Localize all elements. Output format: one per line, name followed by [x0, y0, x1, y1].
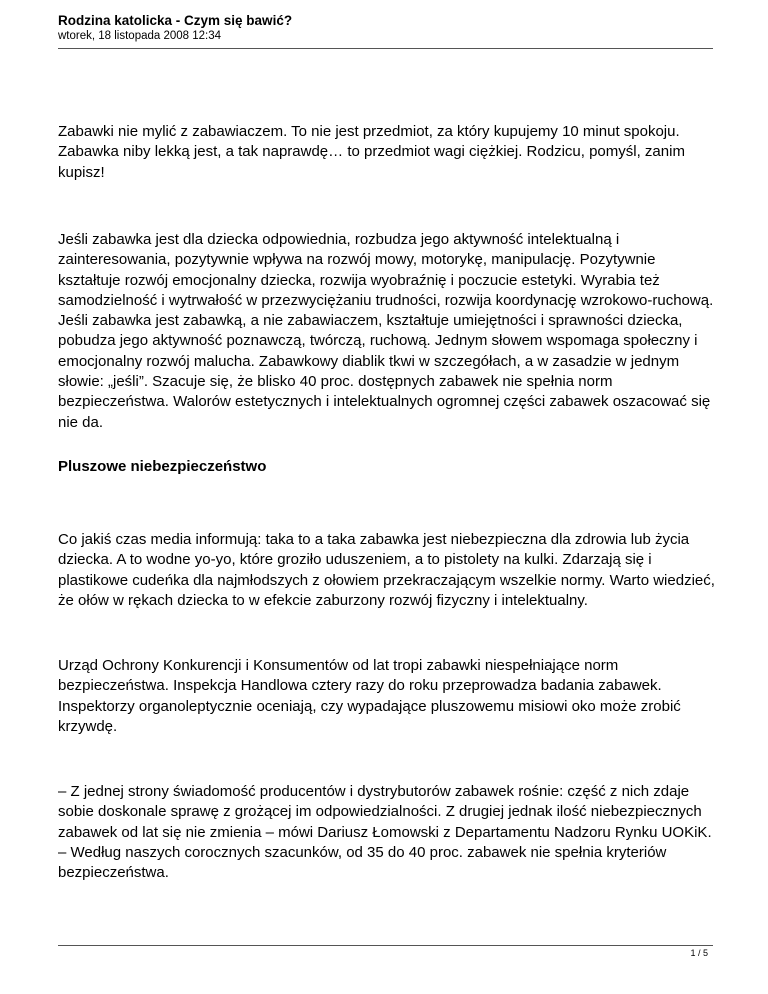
header-divider [58, 48, 713, 49]
body-paragraph-1: Jeśli zabawka jest dla dziecka odpowiednia, rozbudza jego aktywność intelektualną i zainteresowania, pozytywnie wpływa na rozwój mowy, motorykę, manipulację. Pozytywnie kształtuje rozwój emocjonalny dziecka, rozwija wyobraźnię i poczucie estetyki. Wyrabia też samodzielność i wytrwałość w przezwyciężaniu trudności, rozwija koordynację wzrokowo-ruchową. Jeśli zabawka jest zabawką, a nie zabawiaczem, kształtuje umiejętności i sprawności dziecka, pobudza jego aktywność poznawczą, twórczą, ruchową. Jednym słowem wspomaga społeczny i emocjonalny rozwój malucha. Zabawkowy diablik tkwi w szczegółach, a w zasadzie w jednym słowie: „jeśli”. Szacuje się, że blisko 40 proc. dostępnych zabawek nie spełnia norm bezpieczeństwa. Walorów estetycznych i intelektualnych ogromnej części zabawek oszacować się nie da. [58, 231, 714, 431]
publication-date: wtorek, 18 listopada 2008 12:34 [58, 30, 222, 42]
page-number: 1 / 5 [690, 948, 708, 958]
document-title: Rodzina katolicka - Czym się bawić? [58, 13, 293, 28]
body-paragraph-4: – Z jednej strony świadomość producentów i dystrybutorów zabawek rośnie: część z nich zdaje sobie doskonale sprawę z grożącej im odpowiedzialności. Z drugiej jednak ilość niebezpiecznych zabawek od lat się nie zmienia – mówi Dariusz Łomowski z Departamentu Nadzoru Rynku UOKiK. – Według naszych corocznych szacunków, od 35 do 40 proc. zabawek nie spełnia kryteriów bezpieczeństwa. [58, 783, 712, 882]
body-paragraph-2: Co jakiś czas media informują: taka to a taka zabawka jest niebezpieczna dla zdrowia lub życia dziecka. A to wodne yo-yo, które groziło uduszeniem, a to pistolety na kulki. Zdarzają się i plastikowe cudeńka dla najmłodszych z ołowiem przekraczającym wszelkie normy. Warto wiedzieć, że ołów w rękach dziecka to w efekcie zaburzony rozwój fizyczny i intelektualny. [58, 531, 715, 609]
body-paragraph-3: Urząd Ochrony Konkurencji i Konsumentów od lat tropi zabawki niespełniające norm bezpieczeństwa. Inspekcja Handlowa cztery razy do roku przeprowadza badania zabawek. Inspektorzy organoleptycznie oceniają, czy wypadające pluszowemu misiowi oko może zrobić krzywdę. [58, 657, 681, 735]
intro-paragraph: Zabawki nie mylić z zabawiaczem. To nie jest przedmiot, za który kupujemy 10 minut spokoju. Zabawka niby lekką jest, a tak naprawdę… to przedmiot wagi ciężkiej. Rodzicu, pomyśl, zanim kupisz! [58, 123, 685, 181]
section-heading: Pluszowe niebezpieczeństwo [58, 458, 267, 475]
footer-divider [58, 945, 713, 946]
page-header [58, 13, 713, 43]
